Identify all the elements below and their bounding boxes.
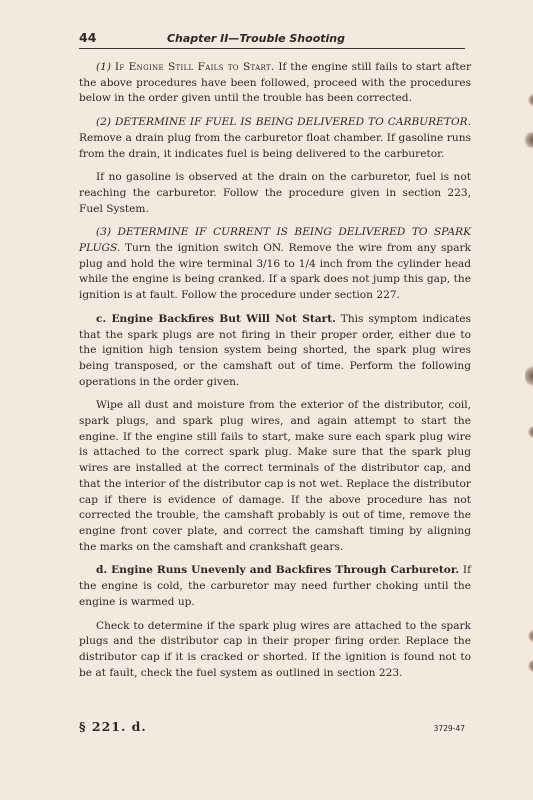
paragraph-5 — [79, 312, 471, 391]
binding-hole-mark — [528, 426, 533, 438]
paragraph-text: inch from the cylinder head while the engine is being cranked. If a spark does not jump this gap, the ignition is at fault. Follow the procedure under section 227. — [79, 257, 471, 302]
binding-hole-mark — [528, 94, 533, 106]
paragraph-6 — [79, 398, 471, 555]
paragraph-2 — [79, 115, 471, 162]
paragraph-text: Turn the ignition switch ON. Remove the wire from any spark plug and hold the wire terminal — [79, 242, 471, 270]
paragraph-text: If no gasoline is observed at the drain on the carburetor, fuel is not reaching the carburetor. Follow the procedure given in section 223, Fuel System. — [79, 171, 471, 215]
paragraph-7 — [79, 563, 471, 610]
section-reference: § 221. d. — [79, 719, 147, 734]
paragraph-3 — [79, 170, 471, 217]
binding-hole-mark — [528, 660, 533, 672]
paragraph-4 — [79, 225, 471, 304]
paragraph-text: This symptom indicates that the spark plugs are not firing in their proper order, either due to the ignition high tension system being shorted, the spark plug wires being transposed, or the camshaft out of time. Perform the following operations in the order given. — [79, 312, 471, 388]
paragraph-text: Wipe all dust and moisture from the exterior of the distributor, coil, spark plugs, and spark plug wires, and again attempt to start the engine. If the engine still fails to start, make sure each spark plug wire is attached to the correct spark plug. Make sure that the spark plug wires are installed at the correct terminals of the distributor cap, and that the interior of the distributor cap is not wet. Replace the distributor cap if there is evidence of damage. If the above procedure has not corrected the trouble, the camshaft probably is out of time, remove the engine front cover plate, and correct the camshaft timing by aligning the marks on the camshaft and crankshaft gears. — [79, 399, 471, 553]
binding-hole-mark — [525, 365, 533, 387]
paragraph-text: If the engine is cold, the carburetor may need further choking until the engine is warmed up. — [79, 564, 471, 608]
paragraph-1 — [79, 60, 471, 107]
fraction: 3/16 — [256, 257, 281, 270]
page-number: 44 — [79, 30, 97, 45]
fraction: 1/4 — [298, 257, 316, 270]
binding-hole-mark — [524, 132, 533, 148]
binding-hole-mark — [528, 630, 533, 642]
print-code: 3729-47 — [433, 724, 465, 733]
paragraph-text: Check to determine if the spark plug wires are attached to the spark plugs and the distributor cap in their proper firing order. Replace the distributor cap if it is cracked or shorted. If the ignition is found not to be at fault, check the fuel system as outlined in section 223. — [79, 619, 471, 679]
page-footer — [79, 719, 465, 734]
fraction-join: to — [284, 257, 295, 270]
subsection-number: (1) — [96, 61, 112, 73]
paragraph-text: Remove a drain plug from the carburetor float chamber. If gasoline runs from the drain, it indicates fuel is being delivered to the carburetor. — [79, 131, 471, 160]
paragraph-text: If the engine still fails to start after the above procedures have been followed, proceed with the procedures below in the order given until the trouble has been corrected. — [79, 61, 472, 105]
page-body — [79, 60, 471, 689]
subsection-heading: If Engine Still Fails to Start. — [114, 61, 275, 73]
paragraph-8 — [79, 619, 471, 682]
chapter-title: Chapter II—Trouble Shooting — [166, 32, 345, 45]
section-heading: d. Engine Runs Unevenly and Backfires Through Carburetor. — [96, 564, 460, 577]
subsection-heading: (3) DETERMINE IF CURRENT IS BEING DELIVERED TO SPARK PLUGS. — [79, 226, 471, 255]
page-header — [79, 30, 465, 49]
section-heading: c. Engine Backfires But Will Not Start. — [96, 312, 336, 325]
subsection-heading: (2) DETERMINE IF FUEL IS BEING DELIVERED TO CARBURETOR. — [96, 116, 471, 129]
